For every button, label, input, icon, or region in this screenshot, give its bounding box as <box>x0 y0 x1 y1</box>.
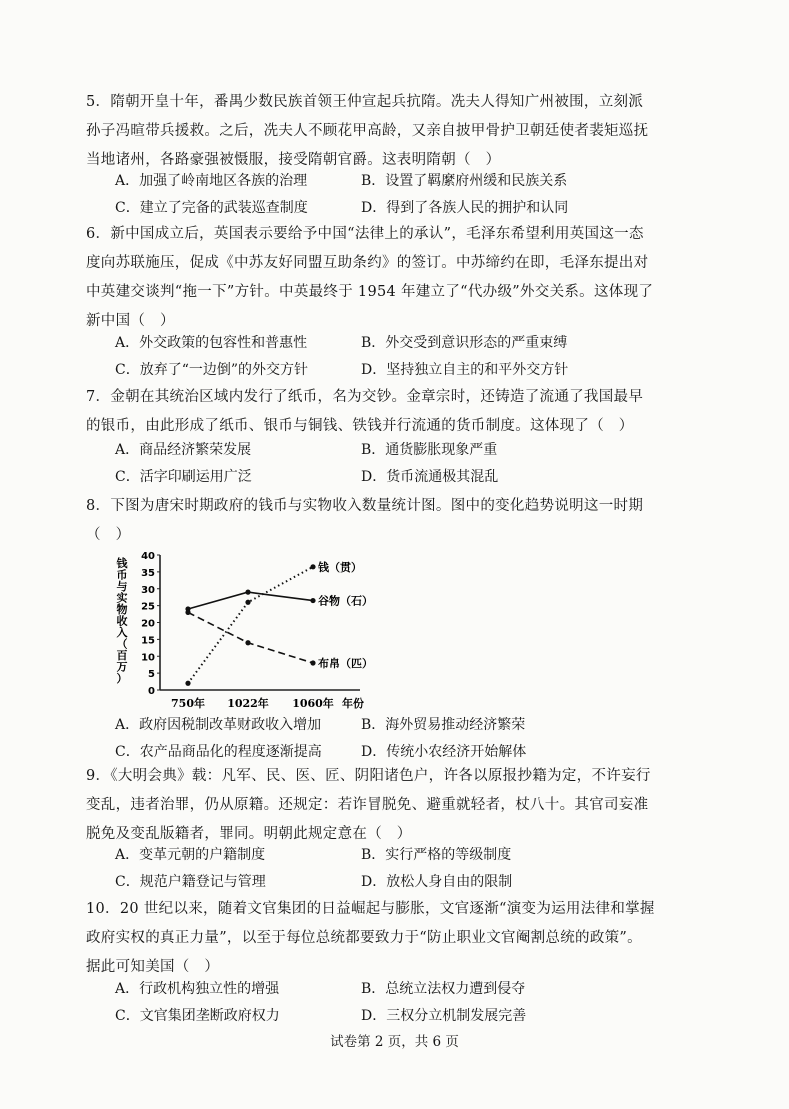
option-row <box>115 168 675 195</box>
option-row <box>115 712 675 739</box>
option-b: B．通货膨胀现象严重 <box>361 442 498 458</box>
question-7-options <box>115 437 675 491</box>
question-stem-line: 5．隋朝开皇十年，番禺少数民族首领王仲宣起兵抗隋。冼夫人得知广州被围，立刻派 <box>86 94 644 110</box>
option-row <box>115 976 675 1003</box>
x-tick-label: 750年 <box>171 697 205 710</box>
data-point <box>245 640 250 645</box>
y-tick-label: 5 <box>148 669 155 681</box>
option-c: C．放弃了“一边倒”的外交方针 <box>115 362 309 378</box>
y-axis-label-char: 币 <box>116 568 128 582</box>
option-c: C．文官集团垄断政府权力 <box>115 1008 280 1024</box>
question-stem-line: 新中国（ ） <box>86 313 175 329</box>
option-c: C．农产品商品化的程度逐渐提高 <box>115 744 322 760</box>
data-point <box>310 660 315 665</box>
revenue-line-chart <box>110 545 410 715</box>
question-stem-line: 8．下图为唐宋时期政府的钱币与实物收入数量统计图。图中的变化趋势说明这一时期 <box>86 498 644 514</box>
x-axis-label: 年份 <box>342 697 364 710</box>
data-point <box>185 681 190 686</box>
question-6 <box>86 220 726 336</box>
option-row <box>115 330 675 357</box>
option-row <box>115 357 675 384</box>
y-axis-label-char: 收 <box>116 614 128 628</box>
question-10-options <box>115 976 675 1030</box>
y-tick-label: 30 <box>141 584 155 596</box>
option-row <box>115 869 675 896</box>
question-stem-line: 6．新中国成立后，英国表示要给予中国“法律上的承认”，毛泽东希望利用英国这一态 <box>86 226 644 242</box>
question-stem-line: 7．金朝在其统治区域内发行了纸币，名为交钞。金章宗时，还铸造了流通了我国最早 <box>86 389 644 405</box>
question-stem-line: 中英建交谈判“拖一下”方针。中英最终于 1954 年建立了“代办级”外交关系。这体现了 <box>86 284 654 300</box>
question-stem-line: 据此可知美国（ ） <box>86 959 220 975</box>
y-axis-label-char: 实 <box>116 591 128 605</box>
data-point <box>310 564 315 569</box>
y-axis-label-char: 入 <box>116 626 128 639</box>
option-a: A．行政机构独立性的增强 <box>115 981 280 997</box>
option-d: D．传统小农经济开始解体 <box>361 744 527 760</box>
option-a: A．变革元朝的户籍制度 <box>115 847 266 863</box>
y-axis-label-char: 万 <box>116 660 128 674</box>
option-b: B．设置了羁縻府州缓和民族关系 <box>361 173 568 189</box>
series-label: 谷物（石） <box>318 594 373 608</box>
question-stem-line: 度向苏联施压，促成《中苏友好同盟互助条约》的签订。中苏缔约在即，毛泽东提出对 <box>86 255 649 271</box>
question-9-options <box>115 842 675 896</box>
question-6-options <box>115 330 675 384</box>
option-d: D．三权分立机制发展完善 <box>361 1008 527 1024</box>
y-tick-label: 20 <box>141 618 155 630</box>
question-stem-line: 10．20 世纪以来，随着文官集团的日益崛起与膨胀，文官逐渐“演变为运用法律和掌握 <box>86 901 655 917</box>
y-axis-label-char: （ <box>116 637 128 651</box>
y-axis-label-char: 物 <box>116 603 128 616</box>
option-b: B．外交受到意识形态的严重束缚 <box>361 335 568 351</box>
option-d: D．得到了各族人民的拥护和认同 <box>361 200 569 216</box>
option-row <box>115 437 675 464</box>
option-c: C．规范户籍登记与管理 <box>115 874 266 890</box>
option-b: B．实行严格的等级制度 <box>361 847 512 863</box>
option-d: D．货币流通极其混乱 <box>361 469 499 485</box>
question-8-options <box>115 712 675 766</box>
option-a: A．商品经济繁荣发展 <box>115 442 252 458</box>
option-d: D．放松人身自由的限制 <box>361 874 513 890</box>
y-axis-label-char: 百 <box>116 649 128 662</box>
question-stem-line: 政府实权的真正力量”，以至于每位总统都要致力于“防止职业文官阉割总统的政策”。 <box>86 930 642 946</box>
option-row <box>115 464 675 491</box>
y-tick-label: 15 <box>141 635 155 647</box>
question-5-options <box>115 168 675 222</box>
option-c: C．活字印刷运用广泛 <box>115 469 252 485</box>
series-label: 钱（贯） <box>318 560 362 574</box>
option-row <box>115 842 675 869</box>
y-axis-label-char: ） <box>116 672 128 685</box>
question-stem-line: 的银币，由此形成了纸币、银币与铜钱、铁钱并行流通的货币制度。这体现了（ ） <box>86 418 634 434</box>
option-row <box>115 195 675 222</box>
option-row <box>115 1003 675 1030</box>
y-axis-label-char: 钱 <box>116 557 128 570</box>
option-b: B．海外贸易推动经济繁荣 <box>361 717 526 733</box>
data-point <box>310 598 315 603</box>
y-tick-label: 40 <box>141 551 155 562</box>
x-tick-label: 1022年 <box>227 697 269 710</box>
series-line-0 <box>188 567 313 683</box>
question-stem-line: 9．《大明会典》载：凡军、民、医、匠、阴阳诸色户，许各以原报抄籍为定，不许妄行 <box>86 768 651 784</box>
question-5 <box>86 88 726 175</box>
question-stem-line: （ ） <box>86 527 131 543</box>
question-7 <box>86 383 726 441</box>
option-a: A．外交政策的包容性和普惠性 <box>115 335 308 351</box>
series-line-2 <box>188 612 313 663</box>
data-point <box>185 610 190 615</box>
question-stem-line: 变乱，违者治罪，仍从原籍。还规定：若诈冒脱免、避重就轻者，杖八十。其官司妄准 <box>86 797 649 813</box>
question-stem-line: 脱免及变乱版籍者，罪同。明朝此规定意在（ ） <box>86 826 412 842</box>
question-stem-line: 当地诸州，各路豪强被慑服，接受隋朝官爵。这表明隋朝（ ） <box>86 152 501 168</box>
question-10 <box>86 895 726 982</box>
option-c: C．建立了完备的武装巡查制度 <box>115 200 308 216</box>
y-tick-label: 25 <box>141 601 155 613</box>
question-8 <box>86 492 726 550</box>
question-9 <box>86 762 726 849</box>
data-point <box>245 590 250 595</box>
option-a: A．政府因税制改革财政收入增加 <box>115 717 322 733</box>
option-b: B．总统立法权力遭到侵夺 <box>361 981 526 997</box>
series-label: 布帛（匹） <box>318 657 373 670</box>
y-tick-label: 10 <box>141 652 155 664</box>
y-axis-label-char: 与 <box>116 580 128 593</box>
x-tick-label: 1060年 <box>292 697 334 710</box>
y-tick-label: 35 <box>141 567 155 579</box>
option-a: A．加强了岭南地区各族的治理 <box>115 173 308 189</box>
data-point <box>245 600 250 605</box>
question-stem-line: 孙子冯暄带兵援救。之后，冼夫人不顾花甲高龄，又亲自披甲骨护卫朝廷使者裴矩巡抚 <box>86 123 649 139</box>
option-d: D．坚持独立自主的和平外交方针 <box>361 362 569 378</box>
y-tick-label: 0 <box>148 686 155 697</box>
page-footer: 试卷第 2 页，共 6 页 <box>330 1034 459 1050</box>
